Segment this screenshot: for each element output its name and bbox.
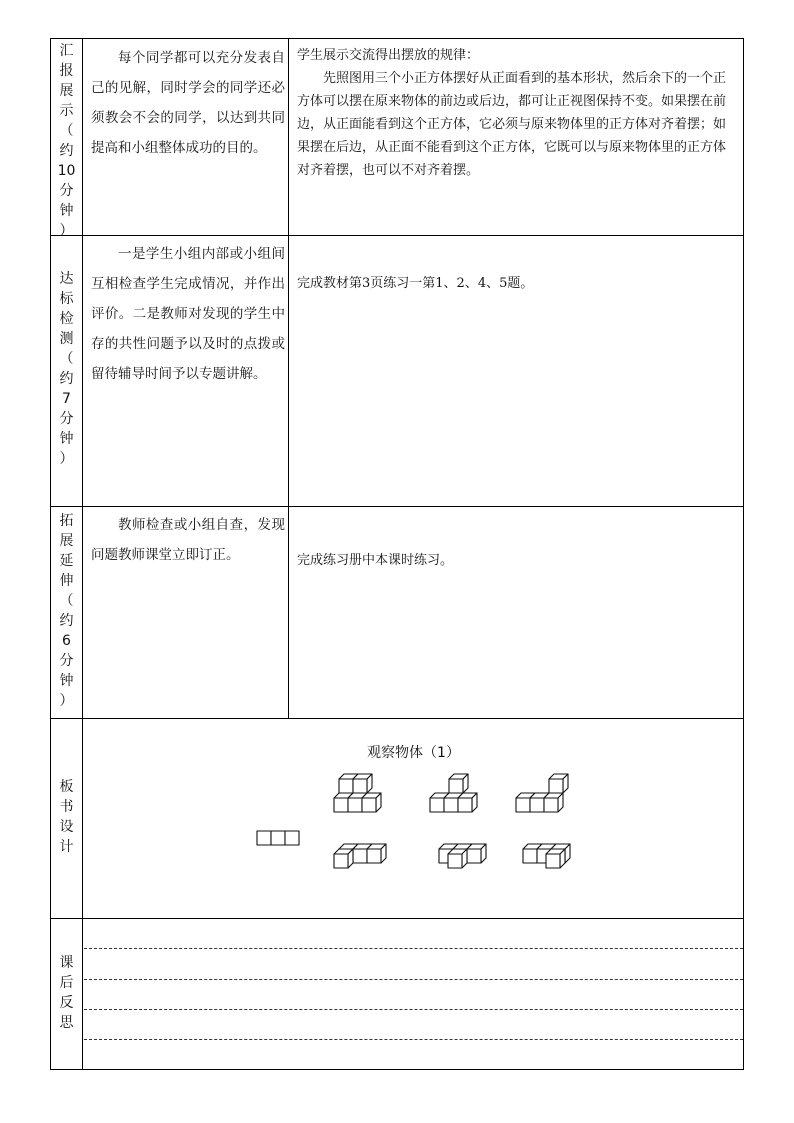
process-cell-check [91, 239, 285, 389]
reflection-line-1 [84, 948, 743, 949]
cube-shape [334, 849, 353, 868]
front-view-squares [257, 831, 299, 845]
process-text-check: 一是学生小组内部或小组间互相检查学生完成情况，并作出评价。二是教师对发现的学生中存的共性问题予以及时的点拨或留待辅导时间予以专题讲解。 [91, 246, 285, 382]
cube-shape [458, 793, 477, 812]
content-text-report: 先照图用三个小正方体摆好从正面看到的基本形状，然后余下的一个正方体可以摆在原来物体的前边或后边，都可让正视图保持不变。如果摆在前边，从正面能看到这个正方体，它必须与原来物体里的正方体对齐着摆；如果摆在后边，从正面不能看到这个正方体，它既可以与原来物体里的正方体对齐着摆，也可以不对齐着摆。 [297, 71, 727, 178]
column-divider-label-lower [82, 718, 83, 1069]
row-label-board-text: 板 书 设 计 [59, 779, 74, 855]
board-title: 观察物体（1） [367, 745, 460, 761]
row-label-board [51, 777, 82, 857]
process-text-report: 每个同学都可以充分发表自己的见解，同时学会的同学还必须教会不会的同学，以达到共同提高和小组整体成功的目的。 [91, 50, 285, 156]
cube-shape [367, 844, 386, 863]
reflection-line-3 [84, 1009, 743, 1010]
cube-drawings [51, 39, 745, 239]
row-divider-3 [51, 718, 743, 719]
content-cell-check [297, 272, 737, 295]
reflection-line-2 [84, 979, 743, 980]
cube-shape [449, 774, 468, 793]
content-heading-report: 学生展示交流得出摆放的规律： [297, 48, 480, 63]
cube-shape [362, 793, 381, 812]
process-cell-extend [91, 510, 285, 570]
row-label-reflection-text: 课 后 反 思 [59, 955, 74, 1031]
row-label-check-text: 达 标 检 测 （ 约 7 分 钟 ） [59, 271, 74, 467]
process-text-extend: 教师检查或小组自查，发现问题教师课堂立即订正。 [91, 517, 285, 563]
row-label-reflection [51, 953, 82, 1033]
row-divider-2 [51, 506, 743, 507]
lesson-plan-table [50, 38, 744, 1070]
cube-shape [549, 774, 568, 793]
cube-shape [353, 774, 372, 793]
row-label-report-text: 汇 报 展 示 （ 约 10 分 钟 ） [57, 43, 76, 239]
cube-shape [544, 793, 563, 812]
content-text-check: 完成教材第3页练习一第1、2、4、5题。 [297, 276, 534, 291]
row-divider-4 [51, 918, 743, 919]
cube-shape [448, 849, 467, 868]
row-label-extend-text: 拓 展 延 伸 （ 约 6 分 钟 ） [59, 513, 74, 709]
cube-shape [546, 849, 565, 868]
row-label-extend [51, 511, 82, 711]
cube-shape [467, 844, 486, 863]
content-text-extend: 完成练习册中本课时练习。 [297, 553, 454, 568]
reflection-line-4 [84, 1039, 743, 1040]
content-cell-extend [297, 549, 737, 572]
row-label-check [51, 269, 82, 469]
